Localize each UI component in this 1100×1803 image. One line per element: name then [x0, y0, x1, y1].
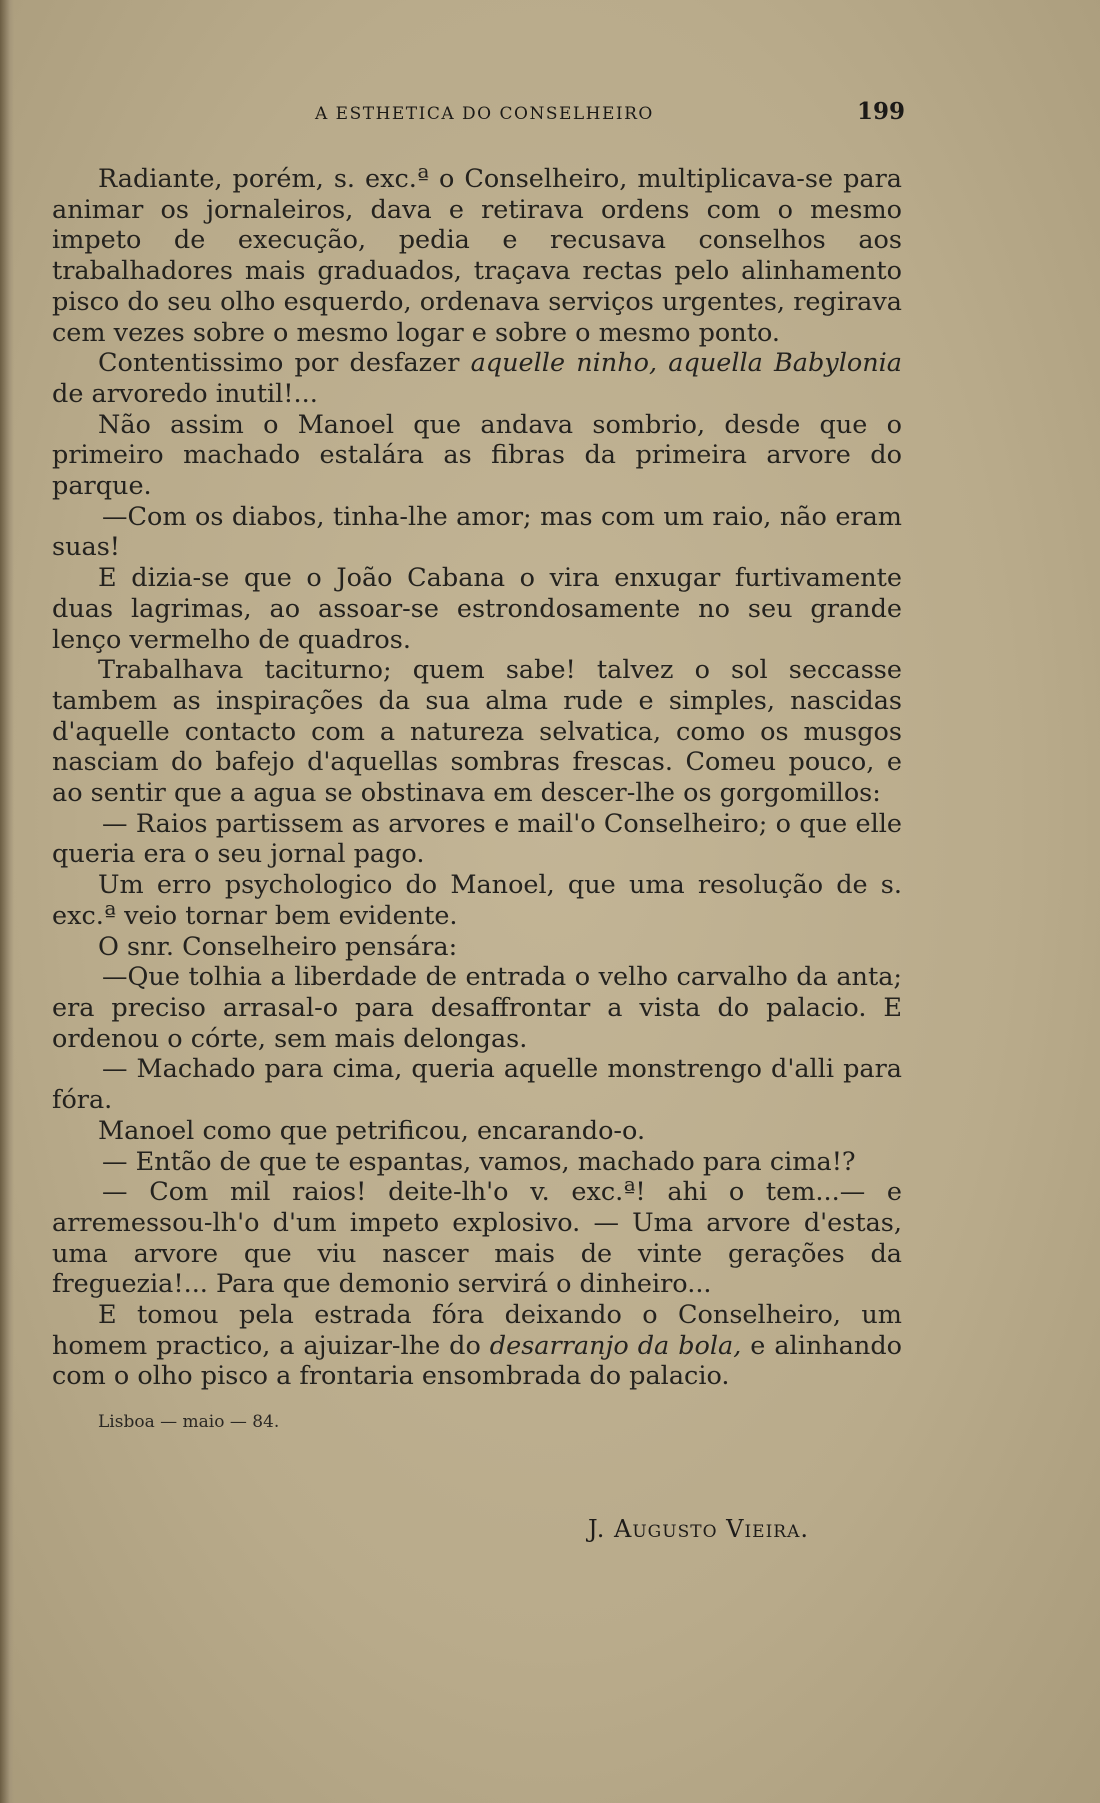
paragraph: Trabalhava taciturno; quem sabe! talvez o sol seccasse tambem as inspirações da sua alma rude e simples, nascidas d'aquelle contacto com a natureza selvatica, como os musgos nasciam do bafejo d'aquellas sombras frescas. Comeu pouco, e ao sentir que a agua se obstinava em descer-lhe os gorgomillos:	[52, 655, 902, 809]
text-run: de arvoredo inutil!...	[52, 378, 318, 409]
paragraph: Manoel como que petrificou, encarando-o.	[98, 1115, 646, 1146]
paragraph: Não assim o Manoel que andava sombrio, desde que o primeiro machado estalára as fibras da primeira arvore do parque.	[52, 409, 902, 502]
italic-phrase: desarranjo da bola,	[489, 1330, 742, 1361]
running-head: A ESTHETICA DO CONSELHEIRO	[315, 104, 654, 124]
paragraph: Um erro psychologico do Manoel, que uma resolução de s. exc.ª veio tornar bem evidente.	[52, 870, 902, 931]
text-run: e alinhando com o olho pisco a frontaria ensombrada do palacio.	[52, 1330, 902, 1392]
dateline: Lisboa — maio — 84.	[98, 1412, 280, 1432]
dialogue-paragraph: —Que tolhia a liberdade de entrada o velho carvalho da anta; era preciso arrasal-o para desaffrontar a vista do palacio. E ordenou o córte, sem mais delongas.	[52, 962, 902, 1054]
dialogue-paragraph: — Com mil raios! deite-lh'o v. exc.ª! ahi o tem...— e arremessou-lh'o d'um impeto explosivo. — Uma arvore d'estas, uma arvore que viu nascer mais de vinte gerações da freguezia!... Para que demonio servirá o dinheiro...	[52, 1177, 902, 1300]
italic-phrase: aquella Babylonia	[668, 348, 902, 379]
text-run	[657, 348, 668, 378]
paragraph: E dizia-se que o João Cabana o vira enxugar furtivamente duas lagrimas, ao assoar-se estrondosamente no seu grande lenço vermelho de quadros.	[52, 563, 902, 655]
page-binding-edge	[0, 0, 14, 1803]
paragraph	[52, 1300, 902, 1392]
dialogue-paragraph: —Com os diabos, tinha-lhe amor; mas com um raio, não eram suas!	[52, 501, 902, 563]
dialogue-paragraph: — Então de que te espantas, vamos, machado para cima!?	[102, 1146, 856, 1177]
body-text	[52, 164, 902, 1392]
paragraph: Radiante, porém, s. exc.ª o Conselheiro, multiplicava-se para animar os jornaleiros, dava e retirava ordens com o mesmo impeto de execução, pedia e recusava conselhos aos trabalhadores mais graduados, traçava rectas pelo alinhamento pisco do seu olho esquerdo, ordenava serviços urgentes, regirava cem vezes sobre o mesmo logar e sobre o mesmo ponto.	[52, 164, 902, 348]
paragraph: O snr. Conselheiro pensára:	[98, 931, 458, 962]
text-run: Contentissimo por desfazer	[98, 348, 471, 379]
page-header	[315, 100, 905, 130]
italic-phrase: aquelle ninho,	[470, 348, 658, 379]
page-number: 199	[856, 98, 905, 125]
paragraph	[52, 348, 902, 409]
dialogue-paragraph: — Machado para cima, queria aquelle monstrengo d'alli para fóra.	[52, 1054, 902, 1116]
text-run: E tomou pela estrada fóra deixando o Conselheiro, um homem practico, a ajuizar-lhe do	[52, 1300, 902, 1361]
author-signature: J. Augusto Vieira.	[588, 1515, 810, 1543]
dialogue-paragraph: — Raios partissem as arvores e mail'o Conselheiro; o que elle queria era o seu jornal pago.	[52, 808, 902, 870]
